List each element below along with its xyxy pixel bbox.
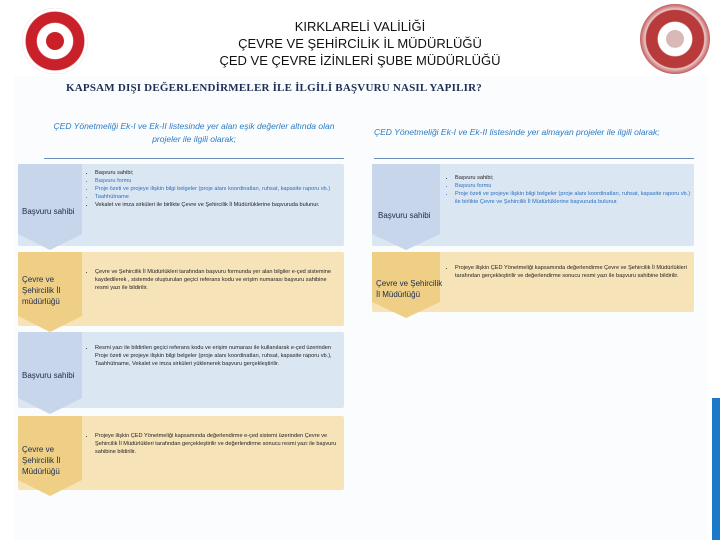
step-description — [88, 344, 338, 368]
list-item: • Proje özeti ve projeye ilişkin bilgi belgeler (proje alanı koordinatları, ruhsat, kapasite raporu vb.) — [95, 185, 338, 193]
left-column-heading: ÇED Yönetmeliği Ek-I ve Ek-II listesinde yer alan eşik değerler altında olan projeler ile ilgili olarak; — [53, 121, 335, 144]
list-item: • Başvuru formu — [95, 177, 338, 185]
header-line-1: KIRKLARELİ VALİLİĞİ — [294, 19, 426, 34]
list-item: • Başvuru sahibi; — [95, 169, 338, 177]
divider-line — [374, 158, 694, 159]
page-header — [0, 0, 720, 76]
scanned-document — [14, 76, 708, 540]
step-description — [448, 174, 692, 206]
step-description — [448, 264, 692, 280]
step-description — [88, 432, 338, 456]
list-item: • Projeye ilişkin ÇED Yönetmeliği kapsamında değerlendirme Çevre ve Şehircilik İl Müdürlükleri tarafından gerçekleştirilir ve değerlendirme sonucu resmi yazı ile başvuru sahibine bildirilir. — [455, 264, 692, 280]
list-item: • Taahhütname — [95, 193, 338, 201]
document-title: KAPSAM DIŞI DEĞERLENDİRMELER İLE İLGİLİ BAŞVURU NASIL YAPILIR? — [66, 82, 482, 94]
step-actor: Başvuru sahibi — [22, 207, 75, 216]
list-item: • Başvuru sahibi; — [455, 174, 692, 182]
step-description — [88, 268, 338, 292]
step-actor: Çevre ve Şehircilik İl Müdürlüğü — [22, 445, 61, 476]
header-line-3: ÇED VE ÇEVRE İZİNLERİ ŞUBE MÜDÜRLÜĞÜ — [219, 53, 501, 68]
list-item: • Başvuru formu — [455, 182, 692, 190]
step-actor: Çevre ve Şehircilik İl Müdürlüğü — [376, 279, 443, 299]
accent-stripe — [712, 398, 720, 540]
list-item: • Resmi yazı ile bildirilen geçici referans kodu ve erişim numarası ile kullanılarak e-çed üzerinden Proje özeti ve projeye ilişkin bilgi belgeler (proje alanı koordinatları, ruhsat, kapasite raporu vb.), Taahhütname, Vekalet ve imza sirküleri yüklenerek başvuru gerçekleştirilir. — [95, 344, 338, 368]
list-item: • Çevre ve Şehircilik İl Müdürlükleri tarafından başvuru formunda yer alan bilgiler e-çed sistemine kaydedilerek , sistemde oluşturulan geçici referans kodu ve erişim numarası başvuru sahibine resmi yazı ile bildirilir. — [95, 268, 338, 292]
kirklareli-seal-icon — [640, 4, 710, 74]
kirklareli-valiligi-seal-icon — [22, 8, 88, 74]
list-item: • Vekalet ve imza sirküleri ile birlikte Çevre ve Şehircilik İl Müdürlüklerine başvuruda bulunur. — [95, 201, 338, 209]
list-item: • Projeye ilişkin ÇED Yönetmeliği kapsamında değerlendirme e-çed sistemi üzerinden Çevre ve Şehircilik İl Müdürlükleri tarafından gerçekleştirilir ve değerlendirme sonucu resmi yazı ile başvuru sahibine bildirilir. — [95, 432, 338, 456]
divider-line — [44, 158, 344, 159]
header-line-2: ÇEVRE VE ŞEHİRCİLİK İL MÜDÜRLÜĞÜ — [238, 36, 482, 51]
step-description — [88, 169, 338, 209]
chevron-arrow-icon — [372, 164, 446, 250]
right-column-heading: ÇED Yönetmeliği Ek-I ve Ek-II listesinde yer almayan projeler ile ilgili olarak; — [374, 127, 660, 137]
list-item: • Proje özeti ve projeye ilişkin bilgi belgeler (proje alanı koordinatları, ruhsat, kapasite raporu vb.) ile birlikte Çevre ve Şehircilik İl Müdürlüklerine başvuruda bulunur. — [455, 190, 692, 206]
step-actor: Başvuru sahibi — [378, 211, 431, 220]
step-actor: Çevre ve Şehircilik İl müdürlüğü — [22, 275, 61, 306]
seal-year: 1924 — [668, 48, 682, 54]
step-actor: Başvuru sahibi — [22, 371, 75, 380]
